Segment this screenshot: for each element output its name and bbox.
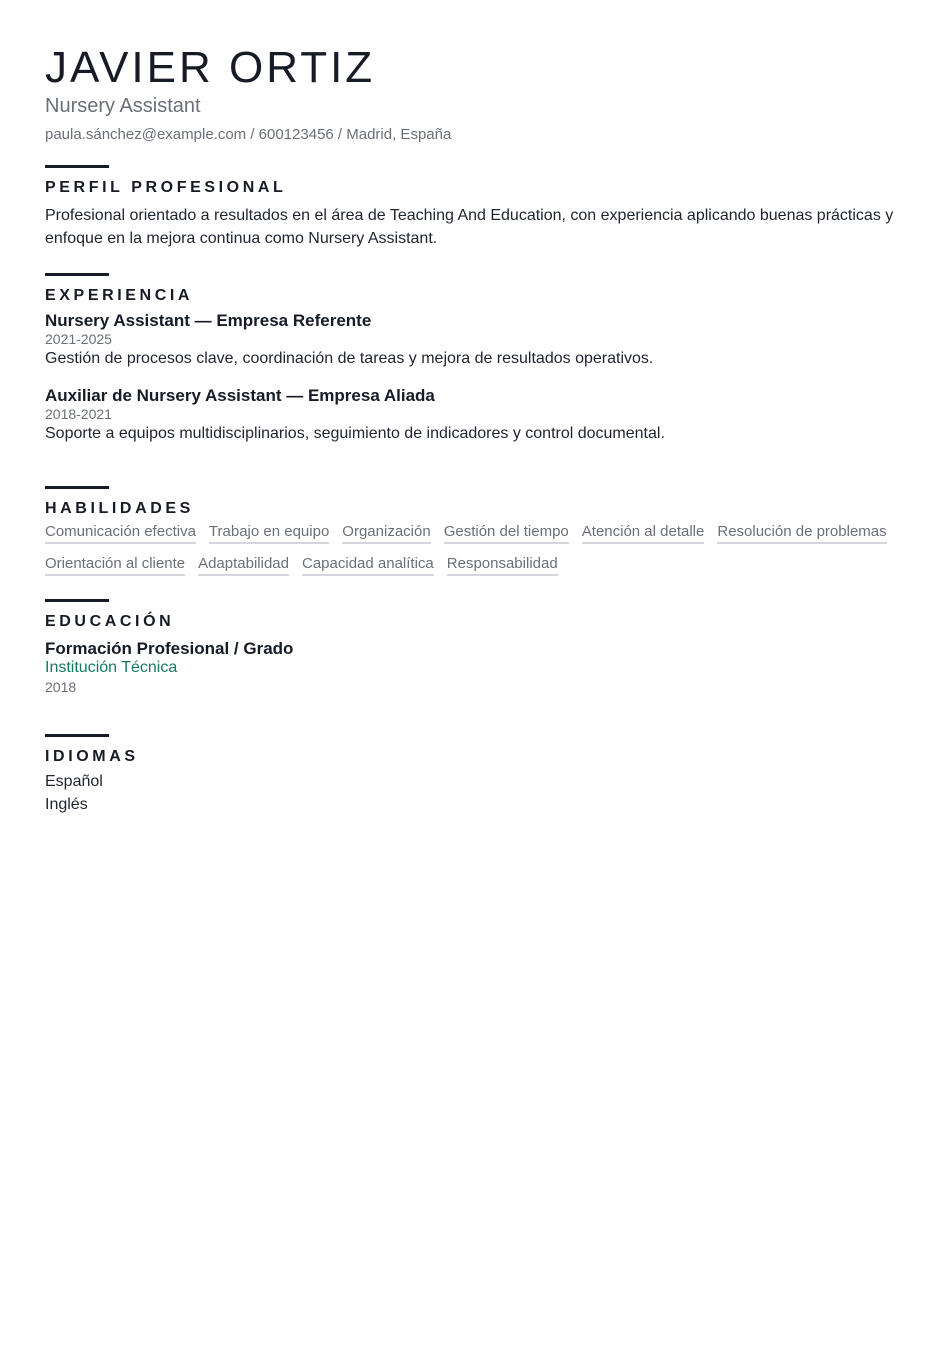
education-degree: Formación Profesional / Grado bbox=[45, 639, 294, 658]
candidate-name: JAVIER ORTIZ bbox=[45, 43, 376, 92]
section-title-profile: PERFIL PROFESIONAL bbox=[45, 179, 287, 196]
experience-item bbox=[45, 311, 907, 370]
job-dates: 2018-2021 bbox=[45, 406, 112, 422]
education-year: 2018 bbox=[45, 679, 77, 695]
education-item bbox=[45, 639, 907, 697]
languages-list bbox=[45, 770, 907, 816]
skill-tag: Capacidad analítica bbox=[302, 555, 434, 576]
section-divider bbox=[45, 599, 109, 602]
skill-tag: Adaptabilidad bbox=[198, 555, 289, 576]
section-divider bbox=[45, 273, 109, 276]
education-institution: Institución Técnica bbox=[45, 659, 178, 676]
job-description: Gestión de procesos clave, coordinación de tareas y mejora de resultados operativos. bbox=[45, 350, 654, 367]
skill-tag: Gestión del tiempo bbox=[444, 523, 569, 544]
section-title-skills: HABILIDADES bbox=[45, 500, 194, 517]
section-divider bbox=[45, 165, 109, 168]
language-item: Español bbox=[45, 773, 103, 790]
section-title-experience: EXPERIENCIA bbox=[45, 287, 194, 304]
skills-section bbox=[45, 486, 907, 576]
skill-tag: Responsabilidad bbox=[447, 555, 558, 576]
contact-line: paula.sánchez@example.com / 600123456 / Madrid, España bbox=[45, 126, 452, 143]
section-divider bbox=[45, 734, 109, 737]
language-item: Inglés bbox=[45, 796, 88, 813]
skill-tag: Orientación al cliente bbox=[45, 555, 185, 576]
candidate-role: Nursery Assistant bbox=[45, 95, 201, 117]
job-description: Soporte a equipos multidisciplinarios, seguimiento de indicadores y control documental. bbox=[45, 425, 665, 442]
job-heading: Auxiliar de Nursery Assistant — Empresa Aliada bbox=[45, 386, 435, 405]
skills-list bbox=[45, 523, 925, 576]
skill-tag: Organización bbox=[342, 523, 430, 544]
profile-section bbox=[45, 165, 907, 250]
skill-tag: Atención al detalle bbox=[582, 523, 705, 544]
skill-tag: Trabajo en equipo bbox=[209, 523, 329, 544]
profile-summary: Profesional orientado a resultados en el área de Teaching And Education, con experiencia aplicando buenas prácticas y enfoque en la mejora continua como Nursery Assistant. bbox=[45, 207, 894, 247]
skill-tag: Comunicación efectiva bbox=[45, 523, 196, 544]
languages-section bbox=[45, 734, 907, 816]
job-dates: 2021-2025 bbox=[45, 331, 112, 347]
experience-section bbox=[45, 273, 907, 445]
job-heading: Nursery Assistant — Empresa Referente bbox=[45, 311, 372, 330]
section-title-languages: IDIOMAS bbox=[45, 748, 139, 765]
experience-item bbox=[45, 386, 907, 445]
education-section bbox=[45, 599, 907, 697]
section-title-education: EDUCACIÓN bbox=[45, 613, 175, 630]
skill-tag: Resolución de problemas bbox=[717, 523, 886, 544]
section-divider bbox=[45, 486, 109, 489]
